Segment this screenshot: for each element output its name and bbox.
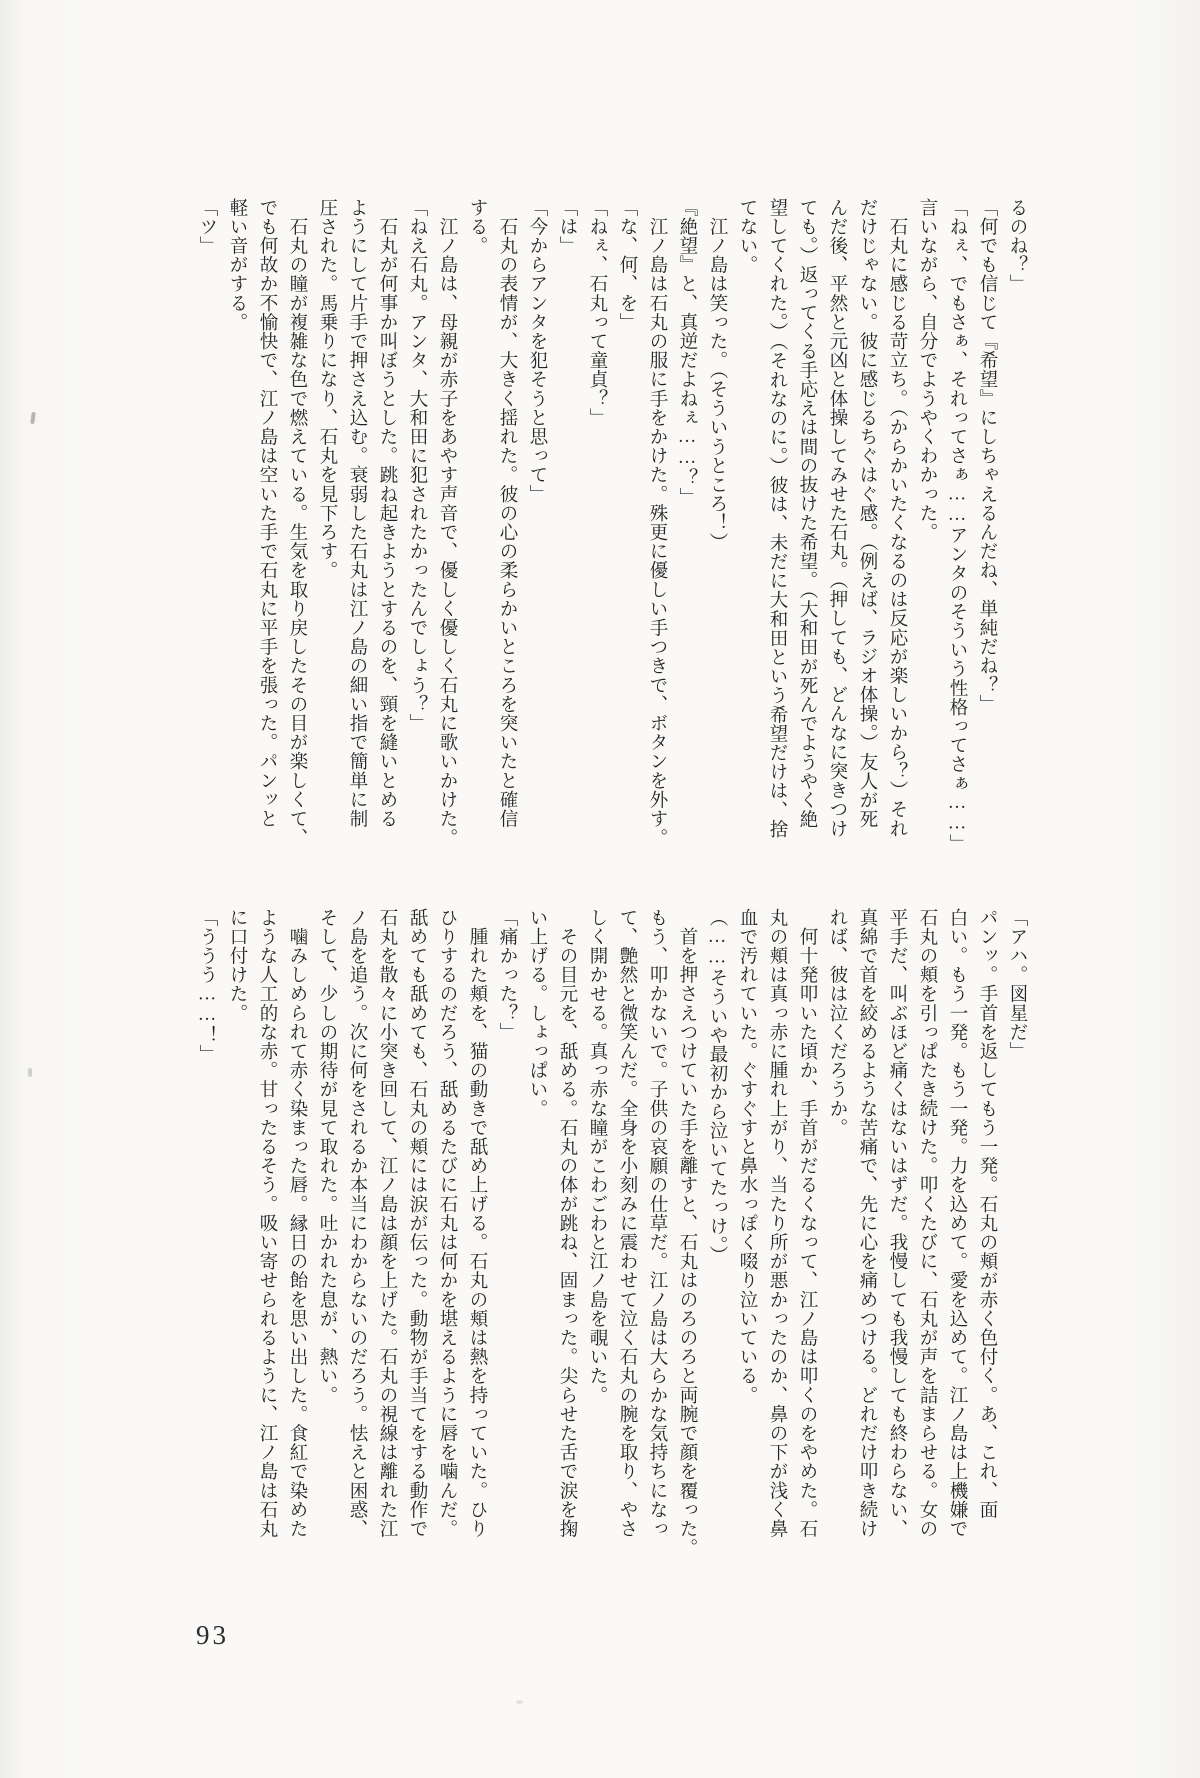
- text-line: 『絶望』と、真逆だよねぇ……？」: [677, 198, 697, 507]
- text-line: 石丸の頬を引っぱたき続けた。叩くたびに、石丸が声を詰まらせる。女の: [917, 908, 937, 1539]
- text-line: する。: [467, 198, 487, 256]
- text-line: い上げる。しょっぱい。: [527, 908, 547, 1119]
- text-line: 「アハ。図星だ」: [1007, 908, 1027, 1061]
- text-line: 「今からアンタを犯そうと思って」: [527, 198, 547, 504]
- text-line: 望してくれた。）（それなのに。）彼は、未だに大和田という希望だけは、捨: [767, 198, 787, 839]
- text-line: 「ねぇ、でもさぁ、それってさぁ……アンタのそういう性格ってさぁ……」: [947, 198, 967, 854]
- text-line: （……そういや最初から泣いてたっけ。）: [707, 908, 727, 1265]
- text-line: 丸の頬は真っ赤に腫れ上がり、当たり所が悪かったのか、鼻の下が浅く鼻: [767, 908, 787, 1539]
- text-line: て、艶然と微笑んだ。全身を小刻みに震わせて泣く石丸の腕を取り、やさ: [617, 908, 637, 1539]
- text-line: 「ううう……！」: [197, 908, 217, 1064]
- text-line: ようにして片手で押さえ込む。衰弱した石丸は江ノ島の細い指で簡単に制: [347, 198, 367, 829]
- text-line: 圧された。馬乗りになり、石丸を見下ろす。: [317, 198, 337, 580]
- text-line: 首を押さえつけていた手を離すと、石丸はのろのろと両腕で顔を覆った。: [677, 908, 697, 1558]
- text-line: パンッ。手首を返してもう一発。石丸の頬が赤く色付く。あ、これ、面: [977, 908, 997, 1520]
- text-line: 舐めても舐めても、石丸の頬には涙が伝った。動物が手当てをする動作で: [407, 908, 427, 1539]
- text-line: るのね？」: [1007, 198, 1027, 294]
- text-line: 何十発叩いた頃か、手首がだるくなって、江ノ島は叩くのをやめた。石: [797, 908, 817, 1539]
- text-line: 「ねぇ、石丸って童貞？」: [587, 198, 607, 428]
- text-line: 「ねえ石丸。アンタ、大和田に犯されたかったんでしょう？」: [407, 198, 427, 733]
- text-line: れば、彼は泣くだろうか。: [827, 908, 847, 1138]
- text-line: 江ノ島は石丸の服に手をかけた。殊更に優しい手つきで、ボタンを外す。: [647, 198, 667, 848]
- text-line: 血で汚れていた。ぐすぐすと鼻水っぽく啜り泣いている。: [737, 908, 757, 1405]
- text-line: 「ツ」: [197, 198, 217, 256]
- text-line: に口付けた。: [227, 908, 247, 1023]
- text-line: 真綿で首を絞めるような苦痛で、先に心を痛めつける。どれだけ叩き続け: [857, 908, 877, 1539]
- text-line: でも何故か不愉快で、江ノ島は空いた手で石丸に平手を張った。パンッと: [257, 198, 277, 829]
- text-line: ても。）返ってくる手応えは間の抜けた希望。（大和田が死んでようやく絶: [797, 198, 817, 829]
- text-line: 石丸の表情が、大きく揺れた。彼の心の柔らかいところを突いたと確信: [497, 198, 517, 829]
- text-line: そして、少しの期待が見て取れた。吐かれた息が、熱い。: [317, 908, 337, 1405]
- text-line: ような人工的な赤。甘ったるそう。吸い寄せられるように、江ノ島は石丸: [257, 908, 277, 1539]
- text-line: 腫れた頬を、猫の動きで舐め上げる。石丸の頬は熱を持っていた。ひり: [467, 908, 487, 1539]
- text-line: 石丸を散々に小突き回して、江ノ島は顔を上げた。石丸の視線は離れた江: [377, 908, 397, 1539]
- text-line: 石丸に感じる苛立ち。（からかいたくなるのは反応が楽しいから？）それ: [887, 198, 907, 839]
- text-line: 白い。もう一発。もう一発。力を込めて。愛を込めて。江ノ島は上機嫌で: [947, 908, 967, 1539]
- text-line: 平手だ、叫ぶほど痛くはないはずだ。我慢しても我慢しても終わらない、: [887, 908, 907, 1539]
- text-line: ノ島を追う。次に何をされるか本当にわからないのだろう。怯えと困惑、: [347, 908, 367, 1539]
- text-line: だけじゃない。彼に感じるちぐはぐ感。（例えば、ラジオ体操。）友人が死: [857, 198, 877, 829]
- text-line: 言いながら、自分でようやくわかった。: [917, 198, 937, 542]
- text-line: てない。: [737, 198, 757, 275]
- text-line: んだ後、平然と元凶と体操してみせた石丸。（押しても、どんなに突きつけ: [827, 198, 847, 839]
- scan-artifact: [516, 1700, 523, 1704]
- text-line: 噛みしめられて赤く染まった唇。縁日の飴を思い出した。食紅で染めた: [287, 908, 307, 1539]
- text-line: 「痛かった？」: [497, 908, 517, 1042]
- text-line: 「な、何、を」: [617, 198, 637, 332]
- text-line: 石丸の瞳が複雑な色で燃えている。生気を取り戻したその目が楽しくて、: [287, 198, 307, 848]
- text-line: ひりするのだろう、舐めるたびに石丸は何かを堪えるように唇を噛んだ。: [437, 908, 457, 1539]
- lower-text-block: [192, 908, 1032, 1556]
- text-line: 「は」: [557, 198, 577, 256]
- text-line: しく開かせる。真っ赤な瞳がこわごわと江ノ島を覗いた。: [587, 908, 607, 1405]
- text-line: 江ノ島は笑った。（そういうところ！）: [707, 198, 727, 552]
- text-line: もう、叩かないで。子供の哀願の仕草だ。江ノ島は大らかな気持ちになっ: [647, 908, 667, 1539]
- page-number: 93: [196, 1620, 229, 1650]
- text-line: 江ノ島は、母親が赤子をあやす声音で、優しく優しく石丸に歌いかけた。: [437, 198, 457, 848]
- text-line: その目元を、舐める。石丸の体が跳ね、固まった。尖らせた舌で涙を掬: [557, 908, 577, 1539]
- text-line: 「何でも信じて『希望』にしちゃえるんだね、単純だね？」: [977, 198, 997, 714]
- scan-artifact: [28, 1068, 32, 1077]
- text-line: 石丸が何事か叫ぼうとした。跳ね起きようとするのを、頸を縫いとめる: [377, 198, 397, 829]
- upper-text-block: [192, 198, 1032, 854]
- text-line: 軽い音がする。: [227, 198, 247, 332]
